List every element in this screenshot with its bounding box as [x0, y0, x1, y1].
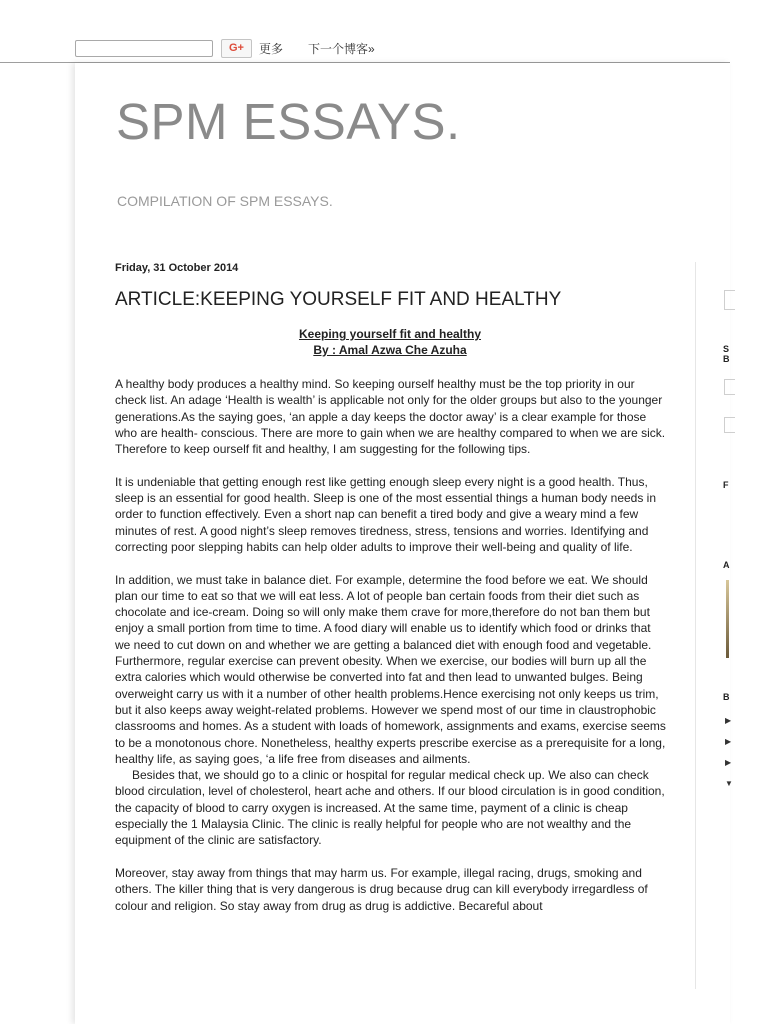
google-plus-button[interactable]: G+ — [221, 39, 252, 58]
post-paragraph: In addition, we must take in balance diet. For example, determine the food before we eat. We should plan our time to eat so that we will eat less. A lot of people ban certain foods from their diet such as chocolate and ice-cream. Doing so will only make them crave for more,therefore do not ban them but enjoy a small portion from time to time. A food diary will enable us to identify which food or drinks that we need to cut down on and whether we are getting a balanced diet with enough food and vegetable. — [115, 572, 652, 652]
sidebar-heading: F — [723, 480, 729, 490]
sidebar-heading: S — [723, 344, 730, 354]
column-divider — [695, 262, 696, 989]
sidebar-heading: B — [723, 692, 730, 702]
blog-title[interactable]: SPM ESSAYS. — [116, 93, 461, 150]
byline-title: Keeping yourself fit and healthy — [298, 327, 482, 341]
more-link[interactable]: 更多 — [259, 42, 284, 56]
sidebar-heading: B — [723, 354, 730, 364]
post-paragraph: Furthermore, regular exercise can prevent obesity. When we exercise, our bodies will burn up all the extra calories which would otherwise be converted into fat and then lead to unwanted bulges. Being overweight carry us with it a number of other health problems.Hence exercising not only keeps us trim, but it also keeps away weight-related problems. However we spend most of our time in claustrophobic classrooms and homes. As a student with loads of homework, assignments and exams, exercise seems to be a monotonous chore. Nonetheless, healthy experts prescribe exercise as a prerequisite for a long, healthy life, as saying goes, ‘a life free from diseases and ailments. — [115, 654, 666, 766]
sidebar-widget-box[interactable] — [724, 417, 735, 433]
archive-collapse-icon[interactable]: ▼ — [725, 779, 733, 788]
next-blog-link[interactable]: 下一个博客» — [308, 42, 375, 56]
sidebar-heading: A — [723, 560, 730, 570]
post-paragraph: A healthy body produces a healthy mind. So keeping ourself healthy must be the top priority in our check list. An adage ‘Health is wealth’ is applicable not only for the older groups but also to the younger generations.As the saying goes, ‘an apple a day keeps the doctor away’ is a clear example for those who are health- conscious. There are more to gain when we are healthy compared to when we are sick. Therefore to keep ourself fit and healthy, I am suggesting for the following tips. — [115, 377, 666, 457]
post-title[interactable]: ARTICLE:KEEPING YOURSELF FIT AND HEALTHY — [115, 289, 562, 310]
navbar-search-input[interactable] — [75, 40, 213, 57]
post-paragraph: It is undeniable that getting enough rest like getting enough sleep every night is a good health. Thus, sleep is an essential for good health. Sleep is one of the most essential things a human body needs in order to function effectively. Even a short nap can benefit a tired body and give a weary mind a few minutes of rest. A good night’s sleep removes tiredness, stress, tensions and worries. Identifying and correcting poor slepping habits can help older adults to improve their well-being and quality of life. — [115, 474, 657, 554]
sidebar-widget-box[interactable] — [724, 290, 735, 310]
sidebar-widget-box[interactable] — [724, 379, 735, 395]
post-paragraph: Besides that, we should go to a clinic or hospital for regular medical check up. We also can check blood circulation, level of cholesterol, heart ache and others. If our blood circulation is in good condition, the capacity of blood to carry oxygen is increased. At the same time, payment of a clinic is cheap especially the 1 Malaysia Clinic. The clinic is really helpful for people who are not wealthy and the equipment of the clinic are satisfactory. — [115, 768, 665, 848]
blog-description: COMPILATION OF SPM ESSAYS. — [117, 193, 333, 209]
sidebar — [722, 280, 768, 820]
post-paragraph: Moreover, stay away from things that may harm us. For example, illegal racing, drugs, smoking and others. The killer thing that is very dangerous is drug because drug can kill everybody irregardless of colour and religion. So stay away from drug as drug is addictive. Becareful about — [115, 865, 648, 913]
blogger-navbar — [0, 0, 730, 63]
post-byline — [115, 326, 665, 358]
post-body — [115, 376, 667, 930]
archive-expand-icon[interactable]: ▶ — [725, 737, 732, 746]
archive-expand-icon[interactable]: ▶ — [725, 716, 732, 725]
sidebar-profile-image[interactable] — [726, 580, 729, 658]
byline-author: By : Amal Azwa Che Azuha — [313, 343, 467, 357]
archive-expand-icon[interactable]: ▶ — [725, 758, 732, 767]
post-date: Friday, 31 October 2014 — [115, 262, 239, 274]
